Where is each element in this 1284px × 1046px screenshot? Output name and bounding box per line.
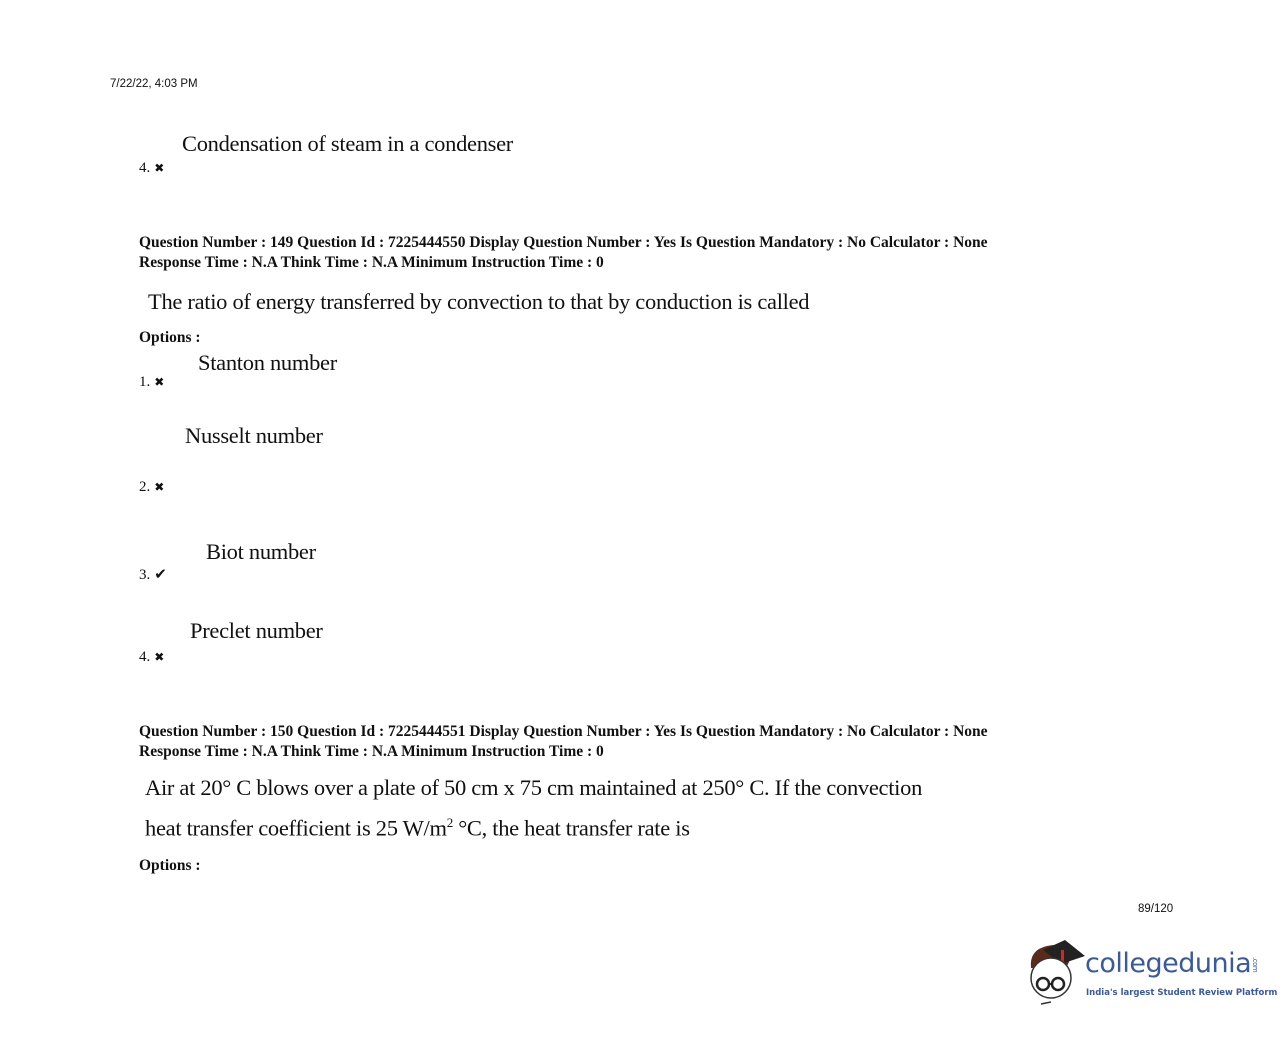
q149-option-1-text: Stanton number (198, 350, 337, 375)
logo-wordmark: collegedunia.com (1085, 948, 1260, 979)
q149-option-4-text: Preclet number (190, 618, 323, 643)
q150-meta-line2: Response Time : N.A Think Time : N.A Minimum Instruction Time : 0 (139, 743, 604, 760)
q149-option-2-text: Nusselt number (185, 423, 323, 448)
q149-question: The ratio of energy transferred by convection to that by conduction is called (148, 289, 810, 314)
q149-option-3-text: Biot number (206, 539, 316, 564)
logo-tagline: India's largest Student Review Platform (1086, 988, 1278, 998)
prev-option-4-text: Condensation of steam in a condenser (182, 131, 513, 156)
mascot-icon (1025, 938, 1087, 1006)
cross-icon: ✖ (154, 161, 165, 175)
q150-options-label: Options : (139, 857, 201, 874)
print-datetime: 7/22/22, 4:03 PM (110, 78, 198, 90)
q149-options-label: Options : (139, 329, 201, 346)
q149-meta-line1: Question Number : 149 Question Id : 7225444550 Display Question Number : Yes Is Question Mandatory : No Calculator : None (139, 234, 988, 251)
cross-icon: ✖ (154, 480, 165, 494)
check-icon: ✔ (154, 567, 167, 583)
page-number: 89/120 (1138, 903, 1174, 915)
q150-meta-line1: Question Number : 150 Question Id : 7225444551 Display Question Number : Yes Is Question Mandatory : No Calculator : None (139, 723, 988, 740)
q149-option-1: 1. ✖ (139, 374, 165, 390)
q149-option-3: 3. ✔ (139, 567, 167, 583)
q149-option-4: 4. ✖ (139, 649, 165, 665)
q149-meta-line2: Response Time : N.A Think Time : N.A Minimum Instruction Time : 0 (139, 254, 604, 271)
prev-option-4: 4. ✖ (139, 160, 165, 176)
cross-icon: ✖ (154, 375, 165, 389)
q150-question-line1: Air at 20° C blows over a plate of 50 cm x 75 cm maintained at 250° C. If the convection (145, 775, 923, 800)
cross-icon: ✖ (154, 650, 165, 664)
q149-option-2: 2. ✖ (139, 479, 165, 495)
q150-question-line2: heat transfer coefficient is 25 $W/m^2$ °C, the heat transfer rate is (145, 815, 690, 841)
collegedunia-logo (1025, 938, 1278, 1008)
